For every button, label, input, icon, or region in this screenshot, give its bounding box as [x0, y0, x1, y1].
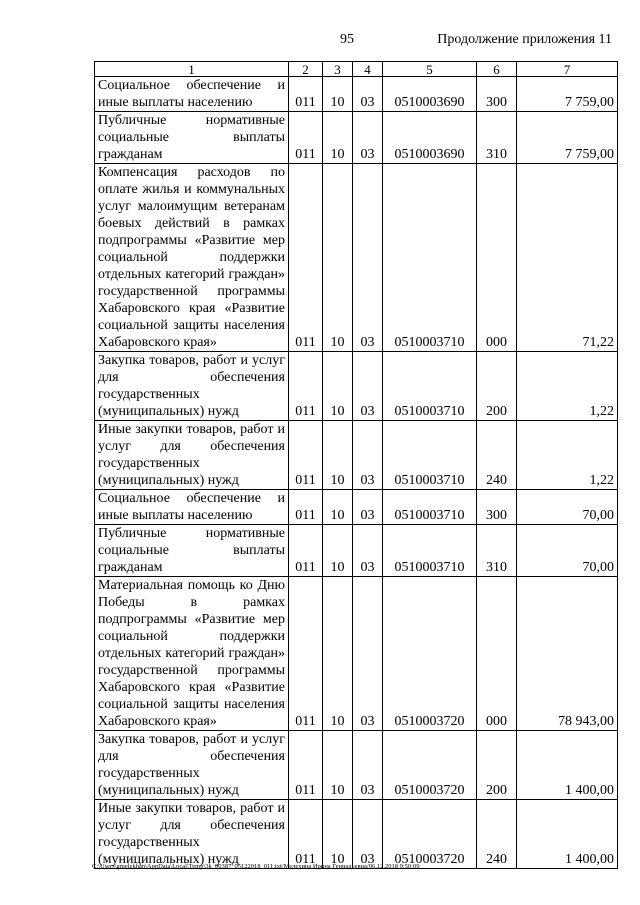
row-name-cell: Закупка товаров, работ и услуг для обеспечения государственных (муниципальных) нужд — [95, 731, 289, 800]
table-row — [95, 164, 618, 352]
target-article-cell: 0510003690 — [383, 112, 477, 164]
ministry-code-cell: 011 — [289, 77, 323, 112]
section-code-cell: 10 — [323, 164, 353, 352]
column-header: 3 — [323, 62, 353, 77]
target-article-cell: 0510003710 — [383, 525, 477, 577]
amount-cell: 78 943,00 — [517, 577, 618, 731]
section-code-cell: 10 — [323, 352, 353, 421]
column-header: 4 — [353, 62, 383, 77]
subsection-code-cell: 03 — [353, 490, 383, 525]
ministry-code-cell: 011 — [289, 421, 323, 490]
target-article-cell: 0510003690 — [383, 77, 477, 112]
page-number: 95 — [340, 32, 354, 47]
expense-type-cell: 000 — [477, 164, 517, 352]
expense-type-cell: 310 — [477, 112, 517, 164]
section-code-cell: 10 — [323, 731, 353, 800]
target-article-cell: 0510003710 — [383, 421, 477, 490]
row-name-cell: Иные закупки товаров, работ и услуг для обеспечения государственных (муниципальных) нужд — [95, 800, 289, 869]
amount-cell: 7 759,00 — [517, 77, 618, 112]
column-header: 5 — [383, 62, 477, 77]
subsection-code-cell: 03 — [353, 421, 383, 490]
target-article-cell: 0510003720 — [383, 731, 477, 800]
table-row — [95, 490, 618, 525]
amount-cell: 1,22 — [517, 352, 618, 421]
expense-type-cell: 200 — [477, 352, 517, 421]
subsection-code-cell: 03 — [353, 77, 383, 112]
ministry-code-cell: 011 — [289, 731, 323, 800]
table-row — [95, 112, 618, 164]
row-name-cell: Закупка товаров, работ и услуг для обеспечения государственных (муниципальных) нужд — [95, 352, 289, 421]
ministry-code-cell: 011 — [289, 112, 323, 164]
section-code-cell: 10 — [323, 112, 353, 164]
section-code-cell: 10 — [323, 577, 353, 731]
section-code-cell: 10 — [323, 421, 353, 490]
section-code-cell: 10 — [323, 525, 353, 577]
ministry-code-cell: 011 — [289, 164, 323, 352]
expense-type-cell: 300 — [477, 490, 517, 525]
column-header: 2 — [289, 62, 323, 77]
header-row — [95, 62, 618, 77]
column-header: 6 — [477, 62, 517, 77]
amount-cell: 70,00 — [517, 525, 618, 577]
table-row — [95, 577, 618, 731]
expense-type-cell: 240 — [477, 421, 517, 490]
continuation-title: Продолжение приложения 11 — [437, 32, 612, 47]
section-code-cell: 10 — [323, 77, 353, 112]
section-code-cell: 10 — [323, 490, 353, 525]
table-row — [95, 731, 618, 800]
table-row — [95, 352, 618, 421]
expense-type-cell: 200 — [477, 731, 517, 800]
target-article-cell: 0510003720 — [383, 577, 477, 731]
budget-table — [94, 61, 618, 869]
expense-type-cell: 000 — [477, 577, 517, 731]
target-article-cell: 0510003710 — [383, 164, 477, 352]
expense-type-cell: 240 — [477, 800, 517, 869]
row-name-cell: Материальная помощь ко Дню Победы в рамках подпрограммы «Развитие мер социальной поддержки отдельных категорий граждан» государственной программы Хабаровского края «Развитие социальной защиты населения Хабаровского края» — [95, 577, 289, 731]
amount-cell: 71,22 — [517, 164, 618, 352]
amount-cell: 1,22 — [517, 421, 618, 490]
amount-cell: 70,00 — [517, 490, 618, 525]
subsection-code-cell: 03 — [353, 164, 383, 352]
row-name-cell: Иные закупки товаров, работ и услуг для обеспечения государственных (муниципальных) нужд — [95, 421, 289, 490]
ministry-code-cell: 011 — [289, 800, 323, 869]
subsection-code-cell: 03 — [353, 112, 383, 164]
ministry-code-cell: 011 — [289, 577, 323, 731]
column-header: 1 — [95, 62, 289, 77]
ministry-code-cell: 011 — [289, 525, 323, 577]
file-path-footer: C:\Users\gmelekhan\AppData\Local\Temp\3k_00387_05122018_011.txt/Мелехина Ирина Геннадьевна/06.12.2018 9:50:09 — [92, 863, 420, 870]
row-name-cell: Компенсация расходов по оплате жилья и коммунальных услуг малоимущим ветеранам боевых действий в рамках подпрограммы «Развитие мер социальной поддержки отдельных категорий граждан» государственной программы Хабаровского края «Развитие социальной защиты населения Хабаровского края» — [95, 164, 289, 352]
subsection-code-cell: 03 — [353, 525, 383, 577]
subsection-code-cell: 03 — [353, 352, 383, 421]
target-article-cell: 0510003720 — [383, 800, 477, 869]
amount-cell: 1 400,00 — [517, 800, 618, 869]
subsection-code-cell: 03 — [353, 800, 383, 869]
table-row — [95, 77, 618, 112]
expense-type-cell: 310 — [477, 525, 517, 577]
table-row — [95, 525, 618, 577]
row-name-cell: Публичные нормативные социальные выплаты гражданам — [95, 112, 289, 164]
target-article-cell: 0510003710 — [383, 490, 477, 525]
target-article-cell: 0510003710 — [383, 352, 477, 421]
row-name-cell: Публичные нормативные социальные выплаты гражданам — [95, 525, 289, 577]
row-name-cell: Социальное обеспечение и иные выплаты населению — [95, 77, 289, 112]
subsection-code-cell: 03 — [353, 577, 383, 731]
row-name-cell: Социальное обеспечение и иные выплаты населению — [95, 490, 289, 525]
amount-cell: 1 400,00 — [517, 731, 618, 800]
table-row — [95, 800, 618, 869]
amount-cell: 7 759,00 — [517, 112, 618, 164]
ministry-code-cell: 011 — [289, 352, 323, 421]
expense-type-cell: 300 — [477, 77, 517, 112]
ministry-code-cell: 011 — [289, 490, 323, 525]
table-row — [95, 421, 618, 490]
section-code-cell: 10 — [323, 800, 353, 869]
column-header: 7 — [517, 62, 618, 77]
subsection-code-cell: 03 — [353, 731, 383, 800]
